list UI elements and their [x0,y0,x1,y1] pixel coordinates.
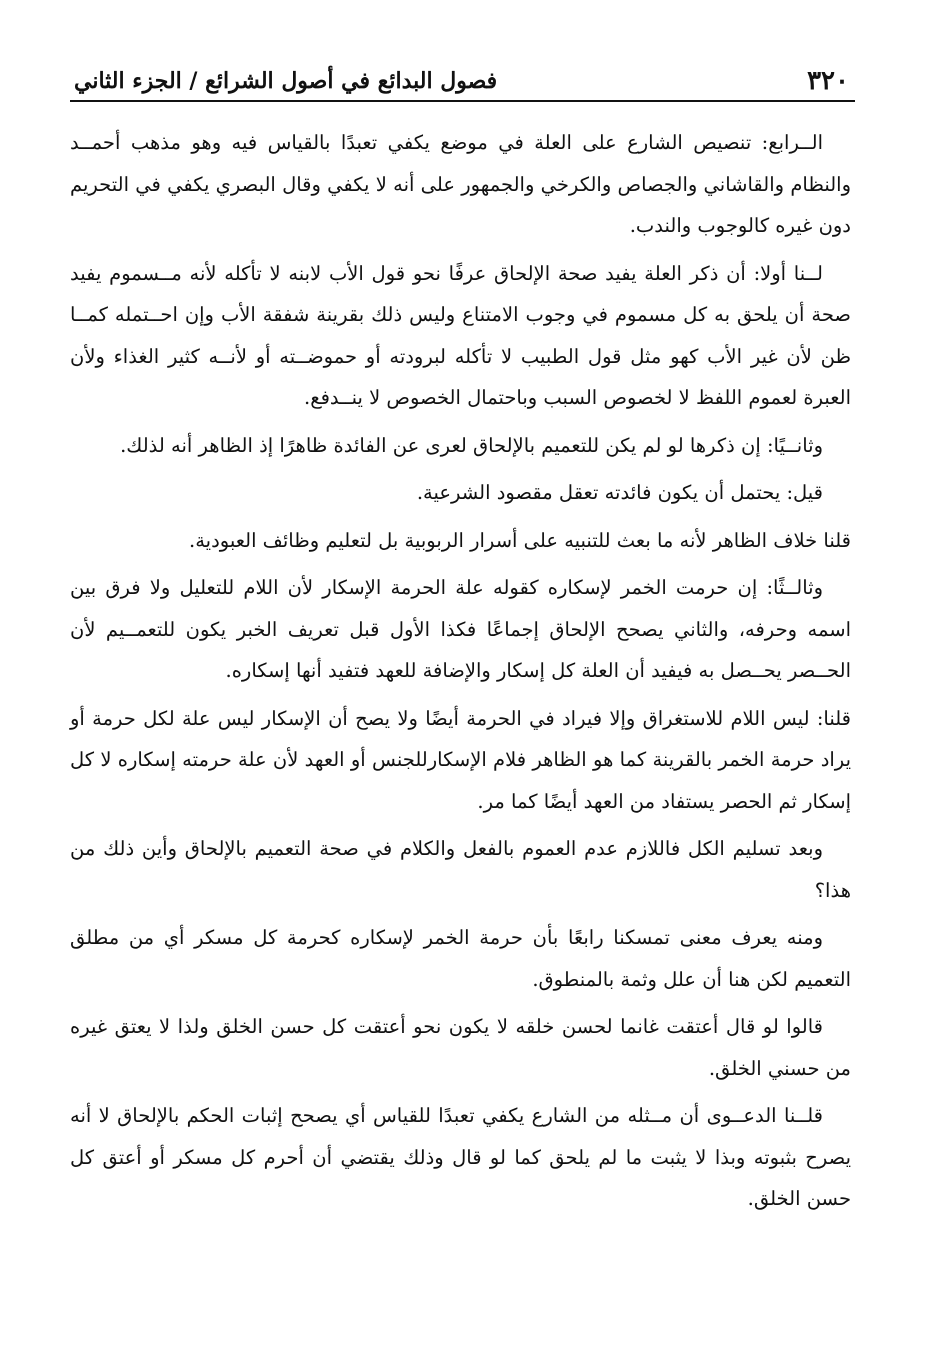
paragraph: قلنا خلاف الظاهر لأنه ما بعث للتنبيه على أسرار الربوبية بل لتعليم وظائف العبودية. [189,528,851,552]
paragraph: قيل: يحتمل أن يكون فائدته تعقل مقصود الشرعية. [416,481,823,504]
page-header [70,58,855,102]
paragraph: ومنه يعرف معنى تمسكنا رابعًا بأن حرمة الخمر لإسكاره كحرمة كل مسكر أي من مطلق التعميم لكن هنا أن علل وثمة بالمنطوق. [70,926,851,991]
paragraph: قالوا لو قال أعتقت غانما لحسن خلقه لا يكون نحو أعتقت كل حسن الخلق ولذا لا يعتق غيره من حسني الخلق. [70,1015,851,1080]
paragraph: قلنا: ليس اللام للاستغراق وإلا فيراد في الحرمة أيضًا ولا يصح أن الإسكار ليس علة لكل حرمة أو يراد حرمة الخمر بالقرينة كما هو الظاهر فلام الإسكارللجنس أو العهد لأن علة حرمته إسكاره لا كل إسكار ثم الحصر يستفاد من العهد أيضًا كما مر. [70,706,851,813]
paragraph: وثالــثًا: إن حرمت الخمر لإسكاره كقوله علة الحرمة الإسكار لأن اللام للتعليل ولا فرق بين اسمه وحرفه، والثاني يصحح الإلحاق إجماعًا فكذا الأول قبل تعريف الخبر يكون للتعمــيم لأن الحــصر يحــصل به فيفيد أن العلة كل إسكار والإضافة للعهد فتفيد أنها إسكاره. [70,576,851,682]
paragraph: قلــنا الدعــوى أن مــثله من الشارع يكفي تعبدًا للقياس أي يصحح إثبات الحكم بالإلحاق لا أنه يصرح بثبوته وبذا لا يثبت ما لم يلحق كما لو قال وذلك يقتضي أن أحرم كل مسكر أو أعتق كل حسن الخلق. [70,1104,851,1210]
page-body [70,122,855,1220]
running-title: فصول البدائع في أصول الشرائع / الجزء الثاني [74,68,498,94]
paragraph: وبعد تسليم الكل فاللازم عدم العموم بالفعل والكلام في صحة التعميم بالإلحاق وأين ذلك من هذا؟ [70,837,851,902]
paragraph: لــنا أولا: أن ذكر العلة يفيد صحة الإلحاق عرفًا نحو قول الأب لابنه لا تأكله لأنه مــسموم يفيد صحة أن يلحق به كل مسموم في وجوب الامتناع وليس ذلك بقرينة شفقة الأب وإن احــتمله كمــا ظن لأن غير الأب كهو مثل قول الطبيب لا تأكله لبرودته أو حموضــته أو لأنــه كثير الغذاء ولأن العبرة لعموم اللفظ لا لخصوص السبب وباحتمال الخصوص لا ينــدفع. [70,261,851,409]
page-number: ٣٢٠ [807,66,849,96]
paragraph: وثانــيًا: إن ذكرها لو لم يكن للتعميم بالإلحاق لعرى عن الفائدة ظاهرًا إذ الظاهر أنه لذلك. [120,433,823,457]
book-page [70,58,855,1308]
paragraph: الــرابع: تنصيص الشارع على العلة في موضع يكفي تعبدًا بالقياس فيه وهو مذهب أحمــد والنظام والقاشاني والجصاص والكرخي والجمهور على أنه لا يكفي وقال البصري يكفي في التحريم دون غيره كالوجوب والندب. [70,131,851,237]
